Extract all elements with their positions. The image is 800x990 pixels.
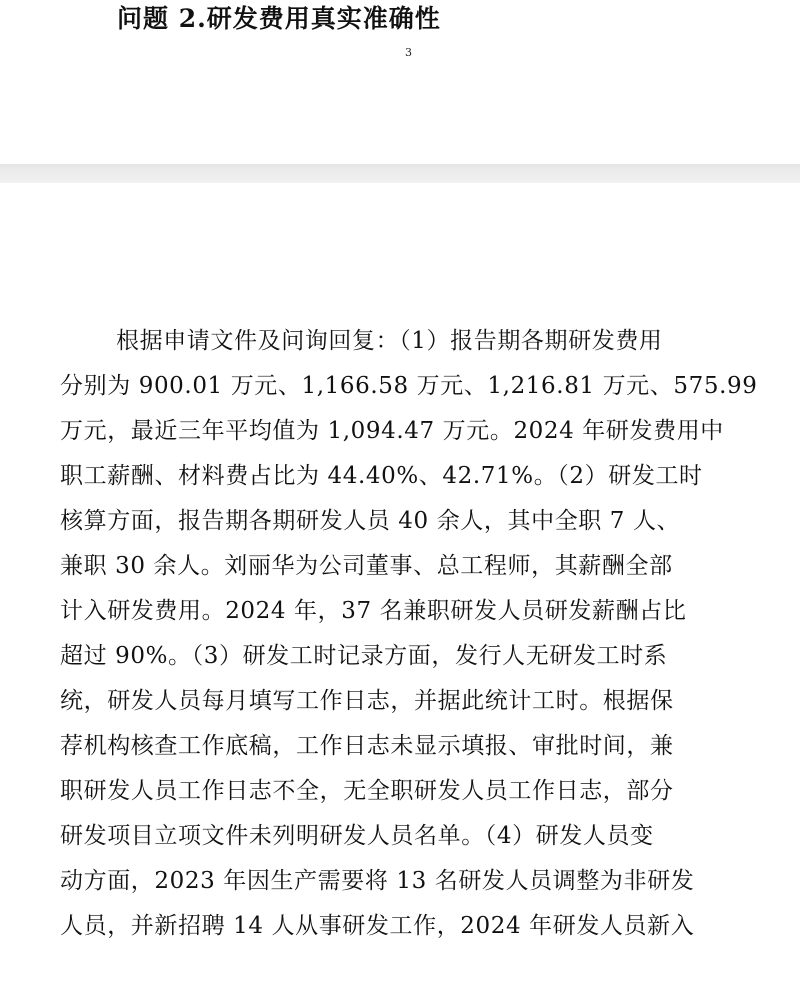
section-heading: 问题 2.研发费用真实准确性 bbox=[117, 4, 441, 33]
paragraph-line-14: 人员，并新招聘 14 人从事研发工作，2024 年研发人员新入 bbox=[60, 913, 695, 939]
paragraph-line-8: 超过 90%。（3）研发工时记录方面，发行人无研发工时系 bbox=[60, 643, 668, 669]
paragraph-line-10: 荐机构核查工作底稿，工作日志未显示填报、审批时间，兼 bbox=[60, 733, 674, 759]
page-separator bbox=[0, 164, 800, 183]
paragraph-line-13: 动方面，2023 年因生产需要将 13 名研发人员调整为非研发 bbox=[60, 868, 695, 894]
paragraph-line-2: 分别为 900.01 万元、1,166.58 万元、1,216.81 万元、575.99 bbox=[60, 373, 758, 399]
paragraph-line-11: 职研发人员工作日志不全，无全职研发人员工作日志，部分 bbox=[60, 778, 674, 804]
document-page bbox=[0, 183, 800, 990]
paragraph-line-4: 职工薪酬、材料费占比为 44.40%、42.71%。（2）研发工时 bbox=[60, 463, 703, 489]
paragraph-line-5: 核算方面，报告期各期研发人员 40 余人，其中全职 7 人、 bbox=[60, 508, 681, 534]
paragraph-line-1: 根据申请文件及问询回复：（1）报告期各期研发费用 bbox=[116, 328, 663, 354]
paragraph-line-12: 研发项目立项文件未列明研发人员名单。（4）研发人员变 bbox=[60, 823, 654, 849]
previous-page-bottom bbox=[0, 0, 800, 164]
paragraph-line-9: 统，研发人员每月填写工作日志，并据此统计工时。根据保 bbox=[60, 688, 674, 714]
paragraph-line-6: 兼职 30 余人。刘丽华为公司董事、总工程师，其薪酬全部 bbox=[60, 553, 673, 579]
page-number: 3 bbox=[405, 46, 412, 59]
paragraph-line-3: 万元，最近三年平均值为 1,094.47 万元。2024 年研发费用中 bbox=[60, 418, 724, 444]
paragraph-line-7: 计入研发费用。2024 年，37 名兼职研发人员研发薪酬占比 bbox=[60, 598, 687, 624]
